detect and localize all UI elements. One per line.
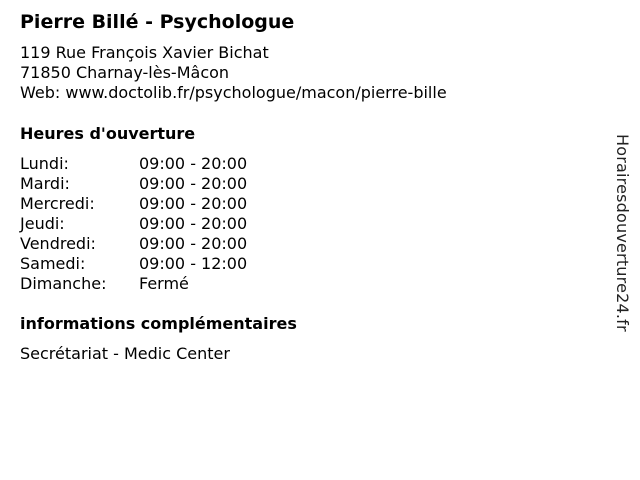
opening-hours-heading: Heures d'ouverture	[20, 124, 196, 143]
day-label: Lundi:	[20, 154, 69, 173]
day-label: Mardi:	[20, 174, 70, 193]
hours-row-sunday	[20, 274, 320, 294]
day-label: Vendredi:	[20, 234, 96, 253]
day-label: Dimanche:	[20, 274, 107, 293]
day-label: Samedi:	[20, 254, 86, 273]
address-street: 119 Rue François Xavier Bichat	[20, 43, 269, 62]
day-hours: 09:00 - 20:00	[139, 174, 248, 193]
address-city: 71850 Charnay-lès-Mâcon	[20, 63, 230, 82]
hours-row-thursday	[20, 214, 320, 234]
day-hours: 09:00 - 12:00	[139, 254, 248, 273]
address-block	[20, 43, 447, 103]
day-hours: 09:00 - 20:00	[139, 234, 248, 253]
additional-info-text: Secrétariat - Medic Center	[20, 344, 230, 363]
hours-row-wednesday	[20, 194, 320, 214]
opening-hours-list	[20, 154, 320, 294]
day-hours: 09:00 - 20:00	[139, 214, 248, 233]
page-title: Pierre Billé - Psychologue	[20, 11, 295, 33]
day-hours: Fermé	[139, 274, 189, 293]
additional-info-heading: informations complémentaires	[20, 314, 297, 333]
day-hours: 09:00 - 20:00	[139, 154, 248, 173]
hours-row-tuesday	[20, 174, 320, 194]
website-text: Web: www.doctolib.fr/psychologue/macon/pierre-bille	[20, 83, 447, 102]
site-watermark-label: Horairesdouverture24.fr	[613, 134, 632, 332]
hours-row-monday	[20, 154, 320, 174]
day-hours: 09:00 - 20:00	[139, 194, 248, 213]
hours-row-friday	[20, 234, 320, 254]
hours-row-saturday	[20, 254, 320, 274]
day-label: Jeudi:	[20, 214, 65, 233]
day-label: Mercredi:	[20, 194, 95, 213]
